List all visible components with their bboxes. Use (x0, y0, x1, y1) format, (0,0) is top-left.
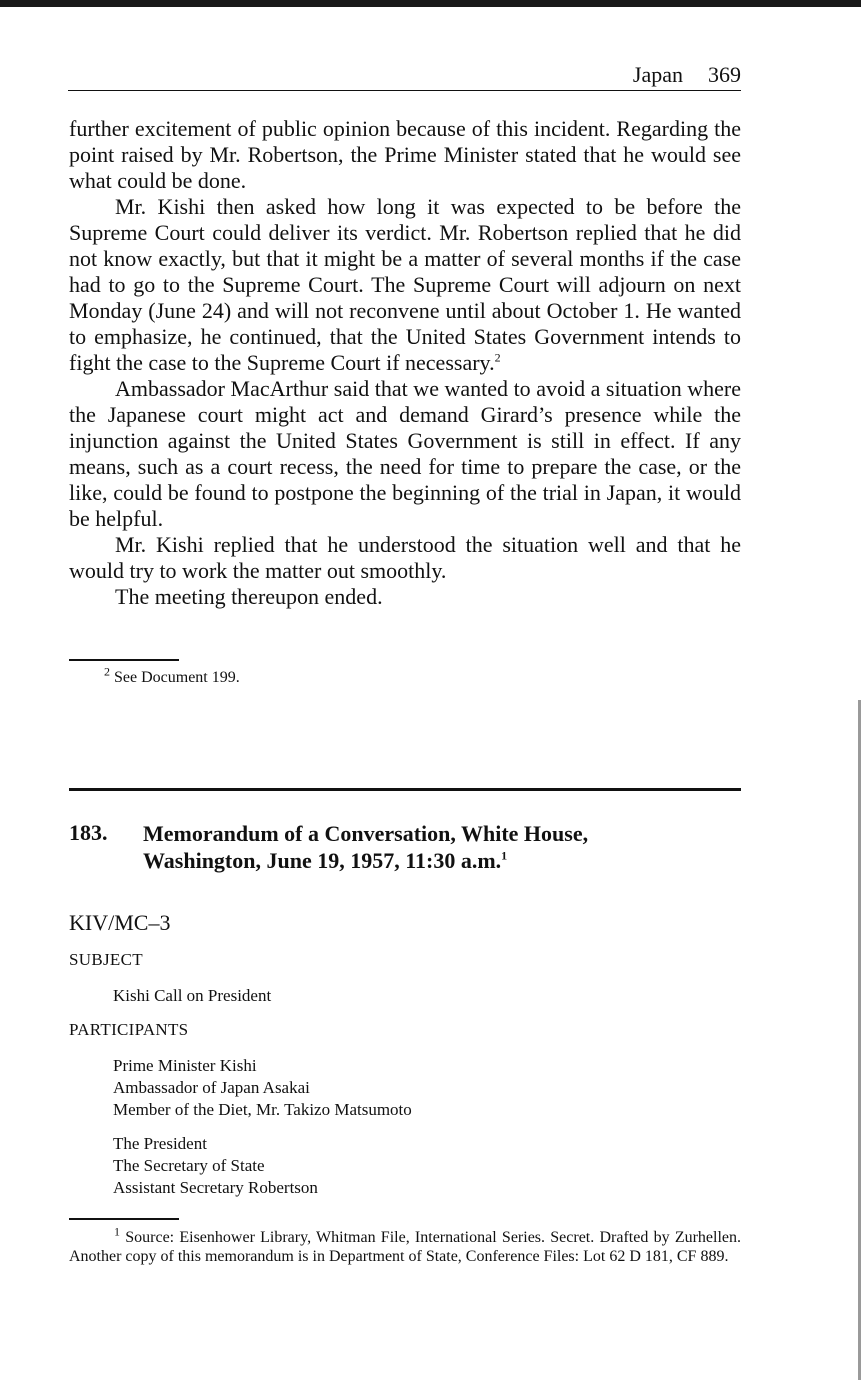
document-title-line-2 (143, 847, 703, 874)
footnote-text: See Document 199. (114, 669, 240, 686)
running-head (68, 60, 741, 91)
participant: The Secretary of State (113, 1156, 265, 1175)
document-number: 183. (69, 820, 108, 845)
file-code: KIV/MC–3 (69, 910, 171, 935)
paragraph-macarthur: Ambassador MacArthur said that we wanted to avoid a situation where the Japanese court might act and demand Girard’s presence while the injunction against the United States Government is still in effect. If any means, such as a court recess, the need for time to prepare the case, or the like, could be found to postpone the beginning of the trial in Japan, it would be helpful. (69, 376, 741, 531)
footnote-divider (69, 659, 179, 661)
document-title (143, 820, 703, 874)
footnote-reference: 1 (501, 848, 508, 863)
participant: Ambassador of Japan Asakai (113, 1078, 310, 1097)
paragraph-meeting-ended: The meeting thereupon ended. (115, 584, 383, 609)
paragraph-text: Mr. Kishi then asked how long it was expected to be before the Supreme Court could deliver its verdict. Mr. Robertson replied that he did not know exactly, but that it might be a matter of several months if the case had to go to the Supreme Court. The Supreme Court will adjourn on next Monday (June 24) and will not reconvene until about October 1. He wanted to emphasize, he continued, that the United States Government intends to fight the case to the Supreme Court if necessary. (69, 194, 741, 375)
running-head-title: Japan (632, 62, 683, 87)
footnote-divider (69, 1218, 179, 1220)
section-divider (69, 788, 741, 791)
footnote-2 (104, 664, 741, 687)
footnote-reference: 2 (494, 350, 501, 365)
footnote-marker: 2 (104, 664, 110, 679)
paragraph-continued: further excitement of public opinion because of this incident. Regarding the point raised by Mr. Robertson, the Prime Minister stated that he would see what could be done. (69, 116, 741, 193)
participant: Prime Minister Kishi (113, 1056, 257, 1075)
participants-label: PARTICIPANTS (69, 1020, 189, 1039)
document-title-line-1: Memorandum of a Conversation, White House, (143, 821, 589, 846)
footnote-text: Source: Eisenhower Library, Whitman File, International Series. Secret. Drafted by Zurhellen. Another copy of this memorandum is in Department of State, Conference Files: Lot 62 D 181, CF 889. (69, 1229, 742, 1265)
page-top-edge (0, 0, 861, 7)
body-text (69, 116, 741, 610)
footnote-marker: 1 (114, 1224, 120, 1239)
paragraph-kishi-reply: Mr. Kishi replied that he understood the situation well and that he would try to work the matter out smoothly. (69, 532, 741, 583)
participant: The President (113, 1134, 207, 1153)
document-title-text: Washington, June 19, 1957, 11:30 a.m. (143, 848, 502, 873)
participants-us (113, 1133, 318, 1199)
page-number: 369 (708, 62, 741, 87)
participants-japan (113, 1055, 412, 1121)
participant: Assistant Secretary Robertson (113, 1178, 318, 1197)
paragraph-supreme-court (69, 194, 741, 376)
subject-text: Kishi Call on President (113, 986, 272, 1005)
footnote-1 (69, 1224, 742, 1266)
participant: Member of the Diet, Mr. Takizo Matsumoto (113, 1100, 412, 1119)
subject-label: SUBJECT (69, 950, 143, 969)
